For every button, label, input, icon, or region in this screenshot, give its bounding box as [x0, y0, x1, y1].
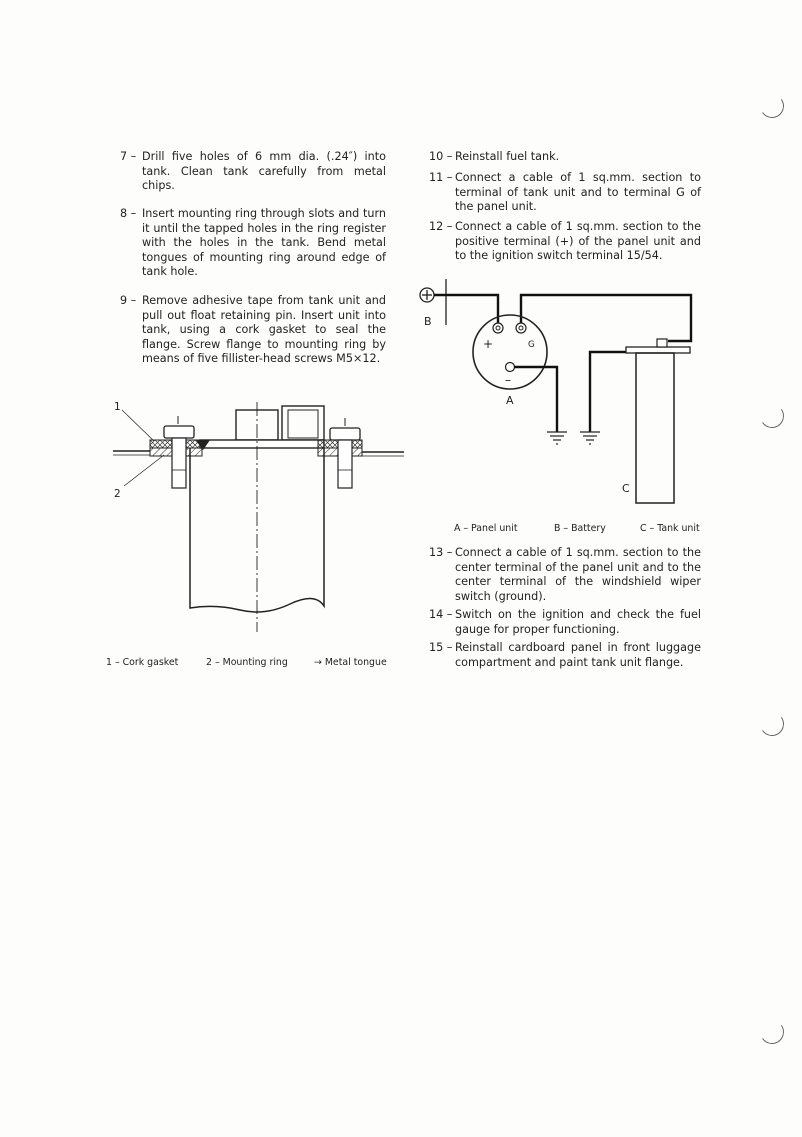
step-number: 15 – — [429, 641, 453, 654]
step-text: Reinstall cardboard panel in front luggage compartment and paint tank unit flange. — [455, 641, 701, 669]
battery-label: B — [424, 315, 432, 328]
wire-battery-to-plus — [434, 295, 498, 323]
cork-gasket-left — [150, 440, 202, 448]
wire-g-to-tank — [521, 295, 691, 341]
caption-mounting-ring: 2 – Mounting ring — [206, 657, 288, 668]
callout-2: 2 — [114, 488, 121, 500]
screw-right-head — [330, 428, 360, 440]
step-text: Connect a cable of 1 sq.mm. section to the center terminal of the panel unit and to the center terminal of the windshield wiper switch (ground). — [455, 546, 701, 603]
step-8 — [120, 207, 386, 280]
caption-battery: B – Battery — [554, 523, 606, 534]
step-number: 7 – — [120, 150, 137, 163]
step-11 — [429, 171, 701, 215]
unit-housing-top — [236, 410, 278, 440]
tank-unit-tube — [190, 448, 324, 612]
step-text: Connect a cable of 1 sq.mm. section to the positive terminal (+) of the panel unit and to the ignition switch terminal 15/54. — [455, 220, 701, 263]
wire-panel-ground — [514, 367, 557, 432]
caption-metal-tongue: → Metal tongue — [314, 657, 387, 668]
screw-left-head — [164, 426, 194, 438]
terminal-plus-label: + — [483, 337, 494, 351]
step-10 — [429, 150, 701, 165]
step-14 — [429, 608, 701, 637]
step-number: 8 – — [120, 207, 137, 220]
punch-hole-3 — [758, 710, 786, 738]
step-text: Remove adhesive tape from tank unit and pull out float retaining pin. Insert unit into tank, using a cork gasket to seal the flange. Screw flange to mounting ring by means of five fillister-head screws M5×12. — [142, 294, 386, 366]
step-text: Connect a cable of 1 sq.mm. section to terminal of tank unit and to terminal G of the panel unit. — [455, 171, 701, 214]
tank-unit-label: C — [622, 482, 630, 495]
terminal-minus-label: – — [505, 373, 511, 387]
step-12 — [429, 220, 701, 264]
caption-panel-unit: A – Panel unit — [454, 523, 518, 534]
caption-cork-gasket: 1 – Cork gasket — [106, 657, 179, 668]
ground-symbol-2 — [580, 432, 600, 444]
tank-unit-flange — [626, 347, 690, 353]
step-13 — [429, 546, 701, 604]
ground-symbol-1 — [547, 432, 567, 444]
panel-unit-gauge — [473, 315, 547, 389]
step-number: 9 – — [120, 294, 137, 307]
step-number: 11 – — [429, 171, 453, 184]
punch-hole-1 — [758, 92, 786, 120]
wire-tank-ground — [590, 352, 633, 432]
step-number: 10 – — [429, 150, 453, 163]
step-number: 13 – — [429, 546, 453, 559]
panel-unit-label: A — [506, 394, 514, 407]
callout-2-leader — [124, 455, 164, 486]
callout-1: 1 — [114, 401, 121, 413]
step-text: Insert mounting ring through slots and turn it until the tapped holes in the ring register with the holes in the tank. Bend metal tongues of mounting ring around edge of tank hole. — [142, 207, 386, 279]
callout-1-leader — [122, 410, 154, 441]
step-7 — [120, 150, 386, 194]
step-text: Reinstall fuel tank. — [455, 150, 560, 163]
punch-hole-2 — [758, 402, 786, 430]
step-text: Drill five holes of 6 mm dia. (.24″) into tank. Clean tank carefully from metal chips. — [142, 150, 386, 193]
step-number: 14 – — [429, 608, 453, 621]
step-text: Switch on the ignition and check the fuel gauge for proper functioning. — [455, 608, 701, 636]
step-number: 12 – — [429, 220, 453, 233]
cork-gasket-right — [318, 440, 362, 448]
tank-unit-body — [636, 353, 674, 503]
caption-tank-unit: C – Tank unit — [640, 523, 700, 534]
punch-hole-4 — [758, 1018, 786, 1046]
unit-flange — [200, 440, 324, 448]
terminal-g-label: G — [528, 340, 535, 350]
step-15 — [429, 641, 701, 670]
step-9 — [120, 294, 386, 367]
battery-terminal-symbol — [420, 288, 434, 302]
